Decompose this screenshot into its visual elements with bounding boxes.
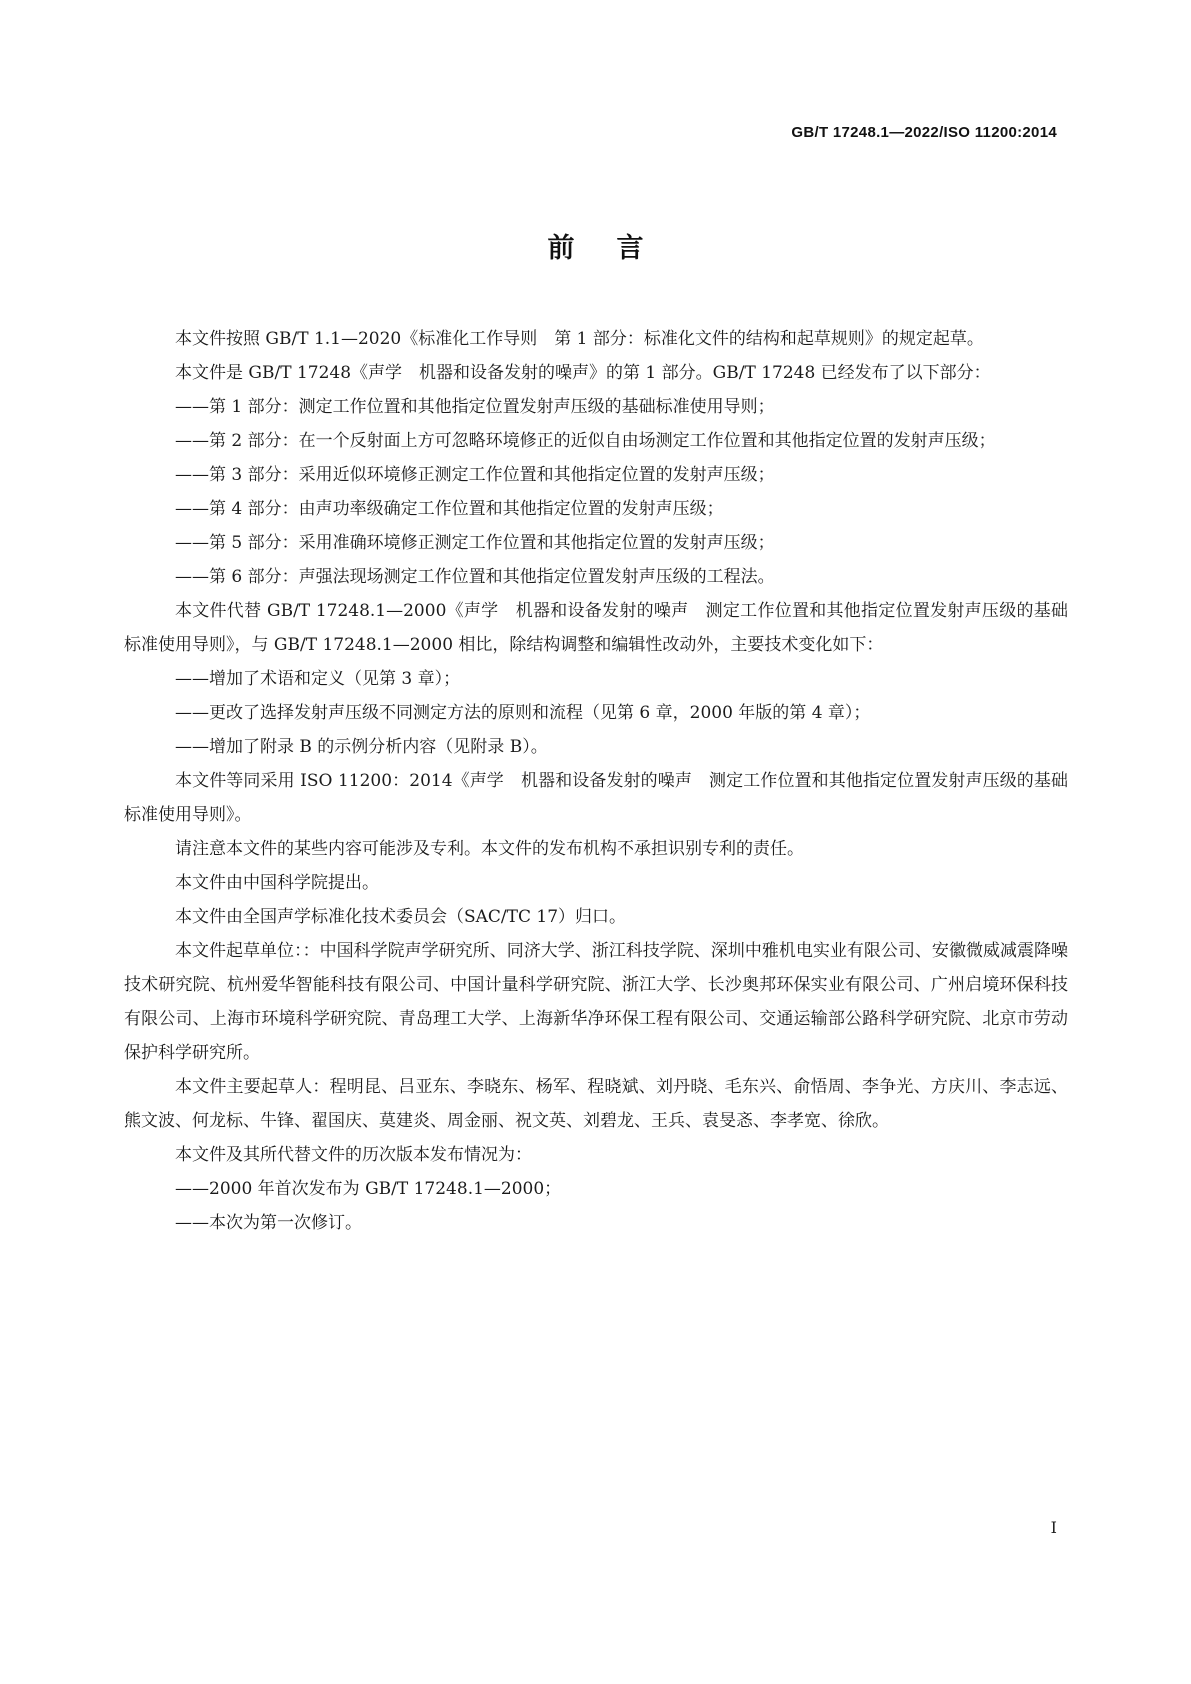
list-item-part-2: ——第 2 部分：在一个反射面上方可忽略环境修正的近似自由场测定工作位置和其他指定位置的发射声压级； — [175, 431, 996, 451]
list-item-part-3: ——第 3 部分：采用近似环境修正测定工作位置和其他指定位置的发射声压级； — [175, 465, 775, 485]
foreword-body — [124, 322, 1068, 1240]
list-item-part-1: ——第 1 部分：测定工作位置和其他指定位置发射声压级的基础标准使用导则； — [175, 397, 775, 417]
list-item-part-5: ——第 5 部分：采用准确环境修正测定工作位置和其他指定位置的发射声压级； — [175, 533, 775, 553]
page-number: I — [1050, 1518, 1057, 1537]
paragraph-history: 本文件及其所代替文件的历次版本发布情况为： — [175, 1145, 532, 1165]
list-item-history-1: ——2000 年首次发布为 GB/T 17248.1—2000； — [175, 1179, 562, 1199]
paragraph-drafting-rules: 本文件按照 GB/T 1.1—2020《标准化工作导则 第 1 部分：标准化文件的结构和起草规则》的规定起草。 — [175, 329, 984, 349]
list-item-part-4: ——第 4 部分：由声功率级确定工作位置和其他指定位置的发射声压级； — [175, 499, 724, 519]
list-item-history-2: ——本次为第一次修订。 — [175, 1213, 362, 1233]
standard-number-header: GB/T 17248.1—2022/ISO 11200:2014 — [791, 124, 1057, 141]
list-item-change-3: ——增加了附录 B 的示例分析内容（见附录 B）。 — [175, 737, 548, 757]
paragraph-drafting-units: 本文件起草单位：：中国科学院声学研究所、同济大学、浙江科技学院、深圳中雅机电实业有限公司、安徽微威减震降噪技术研究院、杭州爱华智能科技有限公司、中国计量科学研究院、浙江大学、长沙奥邦环保实业有限公司、广州启境环保科技有限公司、上海市环境科学研究院、青岛理工大学、上海新华净环保工程有限公司、交通运输部公路科学研究院、北京市劳动保护科学研究所。 — [124, 941, 1068, 1063]
list-item-change-2: ——更改了选择发射声压级不同测定方法的原则和流程（见第 6 章，2000 年版的第 4 章）； — [175, 703, 871, 723]
paragraph-patent-notice: 请注意本文件的某些内容可能涉及专利。本文件的发布机构不承担识别专利的责任。 — [175, 839, 804, 859]
paragraph-series-parts: 本文件是 GB/T 17248《声学 机器和设备发射的噪声》的第 1 部分。GB/T 17248 已经发布了以下部分： — [175, 363, 991, 383]
paragraph-replaces: 本文件代替 GB/T 17248.1—2000《声学 机器和设备发射的噪声 测定工作位置和其他指定位置发射声压级的基础标准使用导则》，与 GB/T 17248.1—2000 相比，除结构调整和编辑性改动外，主要技术变化如下： — [124, 601, 1068, 655]
paragraph-iso-adoption: 本文件等同采用 ISO 11200：2014《声学 机器和设备发射的噪声 测定工作位置和其他指定位置发射声压级的基础标准使用导则》。 — [124, 771, 1068, 825]
paragraph-drafters: 本文件主要起草人：程明昆、吕亚东、李晓东、杨军、程晓斌、刘丹晓、毛东兴、俞悟周、李争光、方庆川、李志远、熊文波、何龙标、牛锋、翟国庆、莫建炎、周金丽、祝文英、刘碧龙、王兵、袁旻忞、李孝宽、徐欣。 — [124, 1077, 1068, 1131]
page-title: 前言 — [547, 233, 686, 264]
list-item-part-6: ——第 6 部分：声强法现场测定工作位置和其他指定位置发射声压级的工程法。 — [175, 567, 775, 587]
paragraph-centralized-by: 本文件由全国声学标准化技术委员会（SAC/TC 17）归口。 — [175, 907, 627, 927]
paragraph-proposed-by: 本文件由中国科学院提出。 — [175, 873, 379, 893]
list-item-change-1: ——增加了术语和定义（见第 3 章）； — [175, 669, 461, 689]
